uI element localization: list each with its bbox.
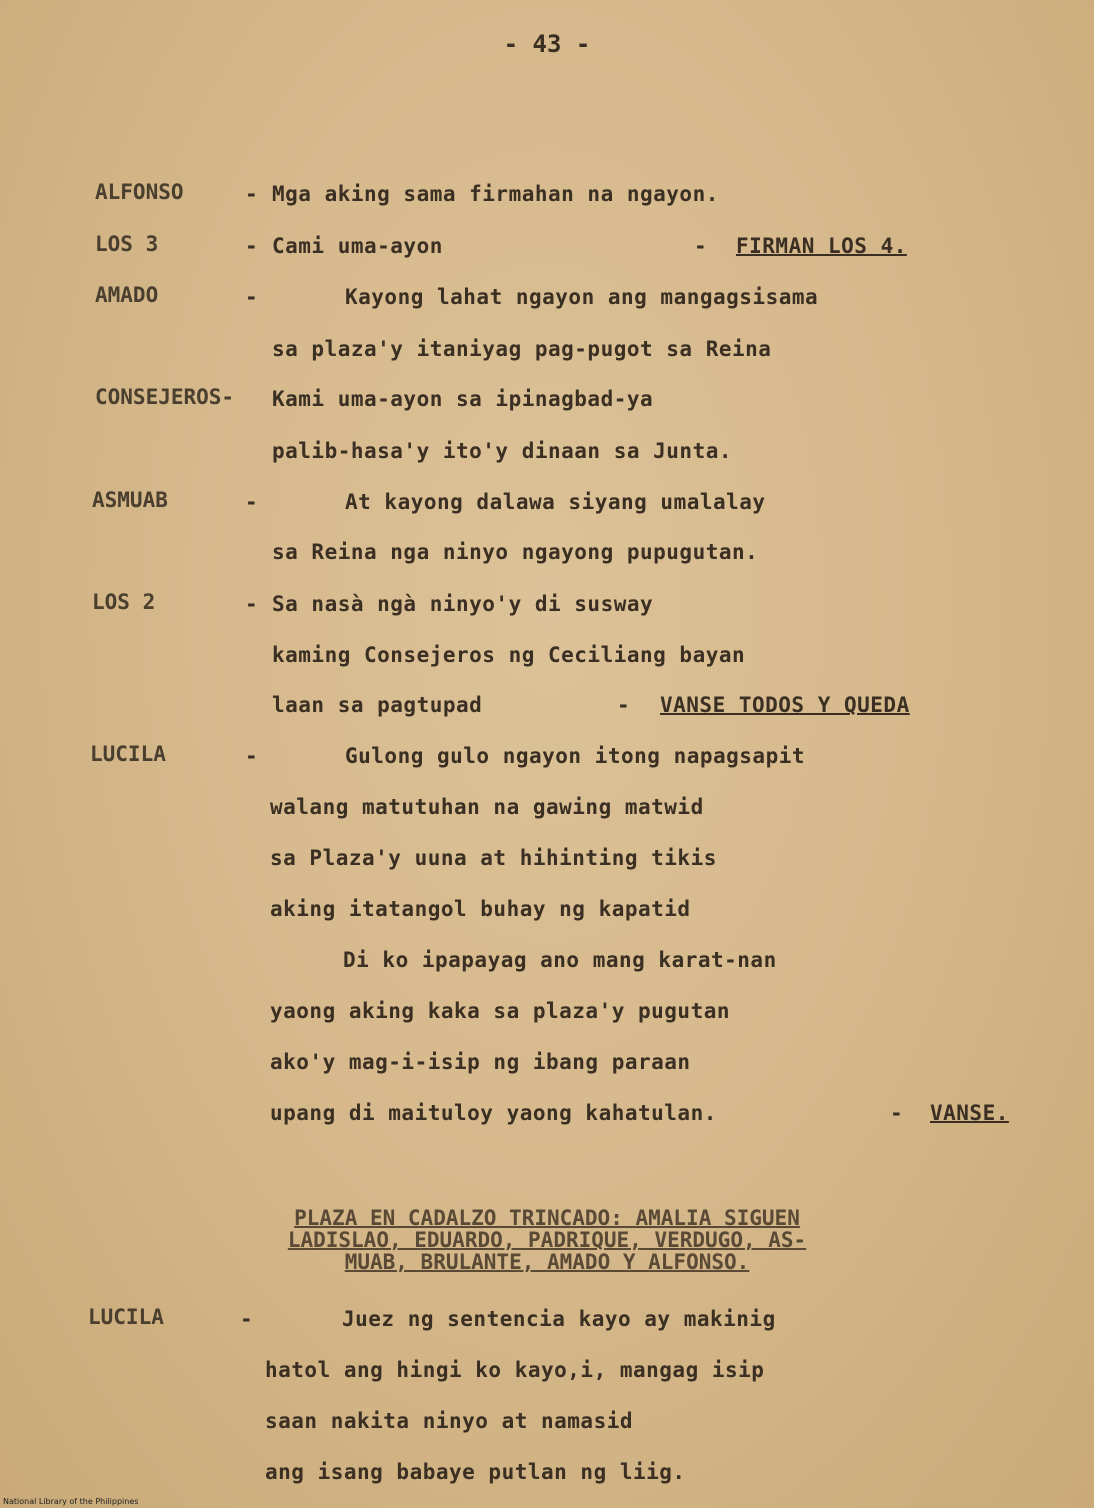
speaker-dash: - <box>245 490 258 514</box>
scene-heading-line: LADISLAO, EDUARDO, PADRIQUE, VERDUGO, AS- <box>287 1228 807 1252</box>
dialogue-line: walang matutuhan na gawing matwid <box>270 795 704 819</box>
dialogue-line: saan nakita ninyo at namasid <box>265 1409 634 1433</box>
speaker-asmuab: ASMUAB <box>92 488 168 512</box>
dialogue-line: palib-hasa'y ito'y dinaan sa Junta. <box>272 439 733 463</box>
dialogue-line: sa Plaza'y uuna at hihinting tikis <box>270 846 717 870</box>
scene-heading-line: MUAB, BRULANTE, AMADO Y ALFONSO. <box>344 1250 750 1274</box>
direction-dash: - <box>694 234 708 258</box>
dialogue-line: ako'y mag-i-isip ng ibang paraan <box>270 1050 691 1074</box>
dialogue-line: kaming Consejeros ng Ceciliang bayan <box>272 643 746 667</box>
dialogue-line: Juez ng sentencia kayo ay makinig <box>342 1307 776 1331</box>
dialogue-line: Sa nasà ngà ninyo'y di susway <box>272 592 654 616</box>
stage-direction: VANSE. <box>930 1101 1009 1125</box>
dialogue-line: Mga aking sama firmahan na ngayon. <box>272 182 719 206</box>
footer-credit: National Library of the Philippines <box>3 1497 139 1506</box>
dialogue-line: laan sa pagtupad <box>272 693 483 717</box>
stage-direction: FIRMAN LOS 4. <box>736 234 907 258</box>
speaker-los-2: LOS 2 <box>92 590 156 614</box>
scene-heading-line: PLAZA EN CADALZO TRINCADO: AMALIA SIGUEN <box>294 1206 800 1230</box>
speaker-dash: - <box>240 1307 253 1331</box>
dialogue-line: hatol ang hingi ko kayo,i, mangag isip <box>265 1358 765 1382</box>
dialogue-line: At kayong dalawa siyang umalalay <box>345 490 766 514</box>
speaker-alfonso: ALFONSO <box>95 180 184 204</box>
stage-direction: VANSE TODOS Y QUEDA <box>660 693 910 717</box>
dialogue-line: sa Reina nga ninyo ngayong pupugutan. <box>272 540 759 564</box>
speaker-los-3: LOS 3 <box>95 232 159 256</box>
speaker-dash: - <box>245 234 258 258</box>
dialogue-line: Di ko ipapayag ano mang karat-nan <box>343 948 777 972</box>
speaker-amado: AMADO <box>95 283 159 307</box>
dialogue-line: Kayong lahat ngayon ang mangagsisama <box>345 285 819 309</box>
speaker-dash: - <box>245 182 258 206</box>
speaker-lucila: LUCILA <box>88 1305 164 1329</box>
speaker-dash: - <box>245 285 258 309</box>
speaker-dash: - <box>245 592 258 616</box>
page-number: - 43 - <box>503 30 591 58</box>
speaker-dash: - <box>245 744 258 768</box>
direction-dash: - <box>890 1101 904 1125</box>
dialogue-line: aking itatangol buhay ng kapatid <box>270 897 691 921</box>
dialogue-line: Gulong gulo ngayon itong napagsapit <box>345 744 806 768</box>
dialogue-line: Kami uma-ayon sa ipinagbad-ya <box>272 387 654 411</box>
speaker-consejeros: CONSEJEROS- <box>95 385 235 409</box>
dialogue-line: Cami uma-ayon <box>272 234 443 258</box>
speaker-lucila: LUCILA <box>90 742 166 766</box>
dialogue-line: ang isang babaye putlan ng liig. <box>265 1460 686 1484</box>
scene-heading <box>0 1207 1094 1273</box>
dialogue-line: sa plaza'y itaniyag pag-pugot sa Reina <box>272 337 772 361</box>
dialogue-line: yaong aking kaka sa plaza'y pugutan <box>270 999 731 1023</box>
direction-dash: - <box>617 693 631 717</box>
dialogue-line: upang di maituloy yaong kahatulan. <box>270 1101 717 1125</box>
